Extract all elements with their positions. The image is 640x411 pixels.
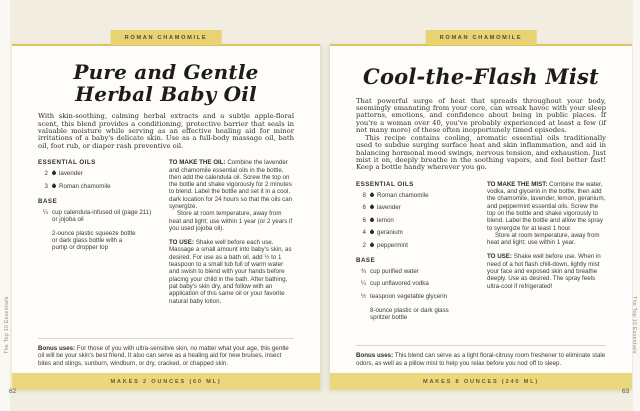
- make-text: Combine the lavender and chamomile essential oils in the bottle, then add the calendula oil. Screw the top on the bottle and shake vigorously for 2 minutes to blend. Label the bottle and set it in a cool, dark location for 24 hours so that the oils can synergize.: [169, 159, 293, 210]
- drop-icon: [51, 183, 57, 189]
- use-label: TO USE:: [487, 253, 512, 261]
- base-heading: BASE: [356, 256, 376, 264]
- bonus-text: For those of you with ultra-sensitive skin, no matter what your age, this gentle oil will be your skin's best friend. It also can serve as a healing aid for new bruises, insect bites and stings, sunburn, windburn, or dry, cracked, or chapped skin.: [38, 345, 289, 367]
- base-text: cup purified water: [370, 267, 419, 275]
- oil-list-item: [356, 229, 474, 236]
- drop-icon: [369, 217, 375, 223]
- oil-list-item: [356, 242, 474, 249]
- oil-name: geranium: [377, 229, 403, 237]
- page-number-left: 62: [9, 388, 17, 395]
- equipment-note: 2-ounce plastic squeeze bottle or dark glass bottle with a pump or dropper top: [52, 229, 136, 251]
- make-text: Combine the water, vodka, and glycerin in the bottle, then add the chamomile, lavender, lemon, geranium, and peppermint essential oils. Screw the top on the bottle and shake vigorously to blend. Label the bottle and allow the spray to synergize for at least 1 hour.: [487, 180, 606, 232]
- base-list-item: [356, 280, 474, 287]
- base-text: cup unflavored vodka: [370, 280, 429, 288]
- base-list-item: [356, 268, 474, 275]
- oil-list-item: [38, 170, 156, 177]
- base-text: teaspoon vegetable glycerin: [370, 292, 448, 300]
- use-text: Shake well before each use. Massage a small amount into baby's skin, as desired. For use as a bath oil, add ½ to 1 teaspoon to a small tub full of warm water and swish to blend with your hands before placing your child in the bath. After bathing, pat baby's skin dry, and follow with an application of this same oil or your favorite natural baby lotion.: [169, 239, 292, 305]
- essential-oils-heading: ESSENTIAL OILS: [38, 159, 96, 167]
- page-right: [330, 35, 632, 390]
- oil-qty: 8: [362, 191, 366, 199]
- oil-name: Roman chamomile: [59, 182, 111, 190]
- base-heading: BASE: [38, 197, 58, 205]
- ingredients-column: [38, 159, 156, 338]
- storage-paragraph: Store at room temperature, away from heat and light; use within 1 year (or 2 years if you used jojoba oil).: [169, 210, 293, 232]
- oil-qty: 4: [362, 229, 366, 237]
- oil-qty: 2: [362, 241, 366, 249]
- drop-icon: [369, 242, 375, 248]
- make-label: TO MAKE THE OIL:: [169, 159, 226, 167]
- storage-paragraph: Store at room temperature, away from heat and light; use within 1 year.: [487, 231, 600, 247]
- bonus-uses-section: [38, 338, 294, 373]
- oil-list-item: [356, 192, 474, 199]
- yield-banner-right: [330, 373, 632, 390]
- sidebar-book-title-left: The Top 10 Essentials: [4, 296, 10, 354]
- make-label: TO MAKE THE MIST:: [487, 180, 548, 188]
- oil-list-item: [38, 183, 156, 190]
- yield-text: MAKES 2 OUNCES (60 ML): [110, 378, 222, 385]
- recipe-columns: [38, 159, 294, 338]
- base-text: cup calendula-infused oil (page 211) or jojoba oil: [52, 208, 152, 223]
- page-left: [12, 35, 320, 390]
- oil-qty: 3: [44, 182, 48, 190]
- base-qty: ¼: [360, 280, 366, 288]
- oil-qty: 2: [44, 170, 48, 178]
- drop-icon: [369, 204, 375, 210]
- oil-qty: 6: [362, 204, 366, 212]
- yield-banner-left: [12, 373, 320, 390]
- instructions-column: [487, 181, 606, 346]
- bonus-label: Bonus uses:: [356, 352, 394, 360]
- use-label: TO USE:: [169, 239, 194, 247]
- drop-icon: [369, 229, 375, 235]
- oil-list-item: [356, 217, 474, 224]
- page-number-right: 63: [622, 388, 630, 395]
- title-line-2: Herbal Baby Oil: [75, 81, 257, 106]
- oil-name: peppermint: [377, 241, 408, 249]
- intro-paragraph-2: This recipe contains cooling, aromatic essential oils traditionally used to subdue surging surface heat and skin inflammation, and aid in balancing hormonal mood swings, nervous tension, and exhaustion. Just mist it on, deeply breathe in the soothing vapors, and feel better fast! Keep a bottle handy wherever you go.: [356, 133, 606, 172]
- ingredients-column: [356, 181, 474, 346]
- chapter-banner-left: ROMAN CHAMOMILE: [111, 30, 222, 45]
- drop-icon: [369, 192, 375, 198]
- bonus-uses-section: [356, 345, 606, 373]
- base-qty: ½: [360, 292, 366, 300]
- use-paragraph: [169, 239, 294, 305]
- intro-paragraph: With skin-soothing, calming herbal extracts and a subtle apple-floral scent, this blend provides a conditioning, protective barrier that seals in valuable moisture while serving as an effective healing aid for minor irritations of a baby's delicate skin. Use as a full-body massage oil, bath oil, foot rub, or diaper rash preventive oil.: [38, 112, 294, 150]
- equipment-note: 8-ounce plastic or dark glass spritzer bottle: [370, 306, 449, 321]
- use-paragraph: [487, 253, 606, 289]
- intro-paragraph: That powerful surge of heat that spreads throughout your body, seemingly emanating from your core, can wreak havoc with your sleep patterns, emotions, and confidence about being in public places. If you're a woman over 40, you've probably experienced at least a few (if not many more) of these often inopportunely timed episodes.: [356, 96, 606, 135]
- oil-qty: 6: [362, 216, 366, 224]
- oil-name: Roman chamomile: [377, 191, 429, 199]
- oil-name: lemon: [377, 216, 394, 224]
- essential-oils-heading: ESSENTIAL OILS: [356, 180, 414, 188]
- title-line-1: Pure and Gentle: [73, 60, 259, 84]
- recipe-title-right: Cool-the-Flash Mist: [363, 64, 599, 89]
- oil-name: lavender: [377, 204, 401, 212]
- sidebar-book-title-right: The Top 10 Essentials: [631, 296, 637, 354]
- oil-name: lavender: [59, 170, 83, 178]
- base-list-item: [356, 293, 474, 300]
- instructions-column: [169, 159, 294, 338]
- use-text: Shake well before use. When in need of a hot flash chill-down, lightly mist your face and exposed skin and breathe deeply. Use as desired. The spray feels ultra-cool if refrigerated!: [487, 253, 601, 290]
- drop-icon: [51, 170, 57, 176]
- yield-text: MAKES 8 OUNCES (240 ML): [423, 378, 539, 385]
- base-list-item: [38, 209, 156, 223]
- make-paragraph: [169, 159, 294, 210]
- base-qty: ¾: [360, 267, 366, 275]
- chapter-banner-right: ROMAN CHAMOMILE: [426, 30, 537, 45]
- bonus-text: This blend can serve as a light floral-citrusy room freshener to eliminate stale odors, as well as a pillow mist to help you relax before you nod off to sleep.: [356, 352, 606, 367]
- base-qty: ¼: [42, 208, 48, 216]
- make-paragraph: [487, 181, 606, 232]
- oil-list-item: [356, 204, 474, 211]
- recipe-title-left: [38, 62, 294, 105]
- recipe-columns: [356, 181, 606, 346]
- bonus-label: Bonus uses:: [38, 345, 76, 353]
